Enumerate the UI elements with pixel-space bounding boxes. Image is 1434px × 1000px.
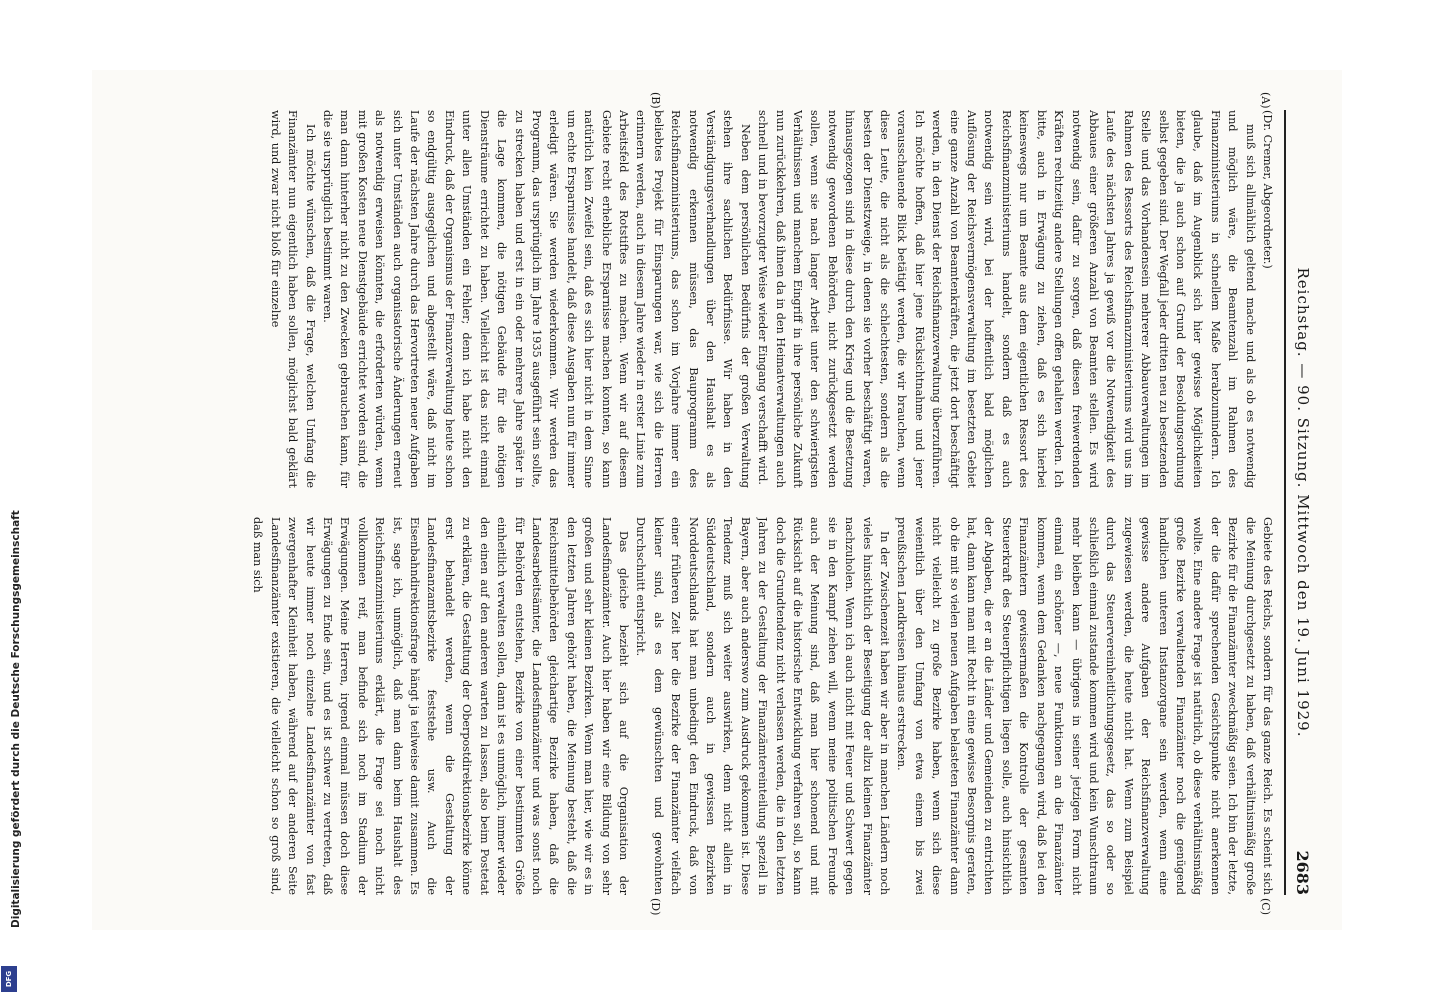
margin-letter-d: (D)	[649, 898, 662, 916]
page-number: 2683	[1293, 850, 1312, 895]
header-rule	[1284, 110, 1286, 895]
funding-credit-text: Digitalisierung gefördert durch die Deutsche Forschungsgemeinschaft	[10, 510, 22, 928]
paragraph: Ich möchte wünschen, daß die Frage, welchen Umfang die Finanzämter nun eigentlich haben sollen, möglichst bald geklärt wird, und zwar nicht bloß für einzelne	[268, 110, 317, 488]
speaker-line: (Dr. Cremer, Abgeordneter.)	[1261, 110, 1274, 269]
left-column	[126, 110, 1276, 488]
right-column	[126, 517, 1276, 895]
scanned-page	[92, 70, 1342, 930]
funding-credit	[2, 150, 22, 1000]
page-header-title: Reichstag. — 90. Sitzung. Mittwoch den 19. Juni 1929.	[1294, 267, 1312, 738]
paragraph: Gebiete des Reichs, sondern für das ganze Reich. Es scheint sich die Meinung durchgesetzt zu haben, daß verhältnismäßig große Bezirke für die Finanzämter zweckmäßig seien. Ich bin der letzte, der die dafür sprechenden Gesichtspunkte nicht anerkennen wollte. Eine andere Frage ist natürlich, ob diese verhältnismäßig große Bezirke verwaltenden Finanzämter noch die genügend handlichen unteren Instanzorgane sein werden, wenn eine gewisse andere Aufgaben der Reichsfinanzverwaltung zugewiesen werden, die heute nicht hat. Wenn zum Beispiel durch das Steuervereinheitlichungsgesetz, das so oder so schließlich einmal zustande kommen wird und kein Wunschtraum mehr bleiben kann — übrigens in seiner jetzigen Form nicht einmal ein schöner —, neue Funktionen an die Finanzämter kommen, wenn dem Gedanken nachgegangen wird, daß bei den Finanzämtern gewissermaßen die Kontrolle der gesamten Steuerkraft des Steuerpflichtigen liegen solle, auch hinsichtlich der Abgaben, die er an die Länder und Gemeinden zu entrichten hat, dann kann man mit Recht in eine gewisse Besorgnis geraten, ob die mit so vielen neuen Aufgaben belasteten Finanzämter dann nicht vielleicht zu große Bezirke haben, wenn sich diese weientlich über den Umfang von etwa einem bis zwei preußischen Landkreisen hinaus erstrecken.	[895, 517, 1274, 895]
margin-letter-c: (C)	[1259, 898, 1272, 915]
paragraph: Das gleiche bezieht sich auf die Organisation der Landesfinanzämter. Auch hier haben wir eine Bildung von sehr großen und sehr kleinen Bezirken. Wenn man hier, wie wir es in den letzten Jahren gehört haben, die Meinung besteht, daß die Reichsmittelbehörden gleichartige Bezirke haben, daß die Landesarbeitsämter, die Landesfinanzämter und was sonst noch für Behörden entstehen, Bezirke von einer bestimmten Größe einheitlich verwalten sollen, dann ist es unmöglich, immer wieder den einen auf den anderen warten zu lassen, also beim Postetat zu erklären, die Gestaltung der Oberpostdirektionsbezirke könne erst behandelt werden, wenn die Gestaltung der Landesfinanzamtsbezirke feststehe usw. Auch die Eisenbahndirektionsfrage hängt ja teilweise damit zusammen. Es ist, sage ich, unmöglich, daß man dann beim Haushalt des Reichsfinanzministeriums erklärt, die Frage sei noch nicht vollkommen reif, man befinde sich noch im Stadium der Erwägungen. Meine Herren, irgend einmal müssen doch diese Erwägungen zu Ende sein, und es ist schwer zu vertreten, daß wir heute immer noch einzelne Landesfinanzämter von fast zwergenhafter Kleinheit haben, während auf der anderen Seite Landesfinanzämter existieren, die vielleicht schon so groß sind, daß man sich	[251, 517, 630, 895]
paragraph: muß sich allmählich geltend mache und als ob es notwendig und möglich wäre, die Beamtenzahl im Rahmen des Finanzministeriums in schnellem Maße herabzumindern. Ich glaube, daß im Augenblick sich hier gewisse Möglichkeiten bieten, die ja auch schon auf Grund der Besoldungsordnung selbst gegeben sind. Der Wegfall jeder dritten neu zu besetzenden Stelle und das Vorhandensein mehrerer Abbauverwaltungen im Rahmen des Ressorts des Reichsfinanzministeriums wird uns im Laufe des nächsten Jahres ja gewiß vor die Notwendigkeit des Abbaues einer größeren Anzahl von Beamten stellen. Es wird notwendig sein, dafür zu sorgen, daß diesen freiwerdenden Kräften rechtzeitig andere Stellungen offen gehalten werden. Ich bitte, auch in Erwägung zu ziehen, daß es sich hierbei keineswegs nur um Beamte aus dem eigentlichen Ressort des Reichsfinanzministeriums handelt, sondern daß es auch notwendig sein wird, bei der hoffentlich bald möglichen Auflösung der Reichsvermögensverwaltung im besetzten Gebiet eine ganze Anzahl von Beamtenkräften, die jetzt dort beschäftigt werden, in den Dienst der Reichsfinanzverwaltung überzuführen. Ich möchte hoffen, daß hier jene Rücksichtnahme und jener vorausschauende Blick betätigt werden, die wir brauchen, wenn diese Leute, die nicht als die schlechtesten, sondern als die besten der Dienstzweige, in denen sie vorher beschäftigt waren, hinausgezogen sind in diese durch den Krieg und die Besetzung notwendig gewordenen Behörden, nicht zurückgesetzt werden sollen, wenn sie nach langer Arbeit unter den schwierigsten Verhältnissen und manchem Eingriff in ihre persönliche Zukunft nun zurückkehren, daß ihnen da in den Heimatverwaltungen auch schnell und in bevorzugter Weise wieder Eingang verschafft wird.	[756, 110, 1257, 488]
page-header	[1286, 110, 1312, 895]
dfg-logo	[1, 966, 17, 992]
dfg-logo-text: DFG	[5, 970, 13, 988]
margin-letter-b: (B)	[649, 92, 662, 109]
margin-letter-a: (A)	[1259, 92, 1272, 109]
paragraph: In der Zwischenzeit haben wir aber in manchen Ländern noch vieles hinsichtlich der Beseitigung der allzu kleinen Finanzämter nachzuholen. Wenn ich auch nicht mit Feuer und Schwert gegen sie in den Kampf ziehen will, wenn meine politischen Freunde auch der Meinung sind, daß man hier schonend und mit Rücksicht auf die historische Entwicklung verfahren soll, so kann doch die Grundtendenz nicht verlassen werden, die in den letzten Jahren zu der Gestaltung der Finanzämtereinteilung speziell in Bayern, aber auch anderswo zum Ausdruck gekommen ist. Diese Tendenz muß sich weiter auswirken, denn nicht allein in Süddeutschland, sondern auch in gewissen Bezirken Norddeutschlands hat man unbedingt den Eindruck, daß von einer früheren Zeit her die Bezirke der Finanzämter vielfach kleiner sind, als es dem gewünschten und gewohnten Durchschnitt entspricht.	[634, 517, 892, 895]
paragraph: Neben dem persönlichen Bedürfnis der großen Verwaltung stehen ihre sachlichen Bedürfnisse. Wir haben in den Verständigungsverhandlungen über den Haushalt es als notwendig erkennen müssen, das Bauprogramm des Reichsfinanzministeriums, das schon im Vorjahre immer ein beliebtes Projekt für Einsparungen war, wie sich die Herren erinnern werden, auch in diesem Jahre wieder in erster Linie zum Arbeitsfeld des Rotstiftes zu machen. Wenn wir auf diesem Gebiete recht erhebliche Ersparnisse machen konnten, so kann natürlich kein Zweifel sein, daß es sich hier nicht in dem Sinne um echte Ersparnisse handelt, daß diese Ausgaben nun für immer erledigt wären. Sie werden wiederkommen. Wir werden das Programm, das ursprünglich im Jahre 1935 ausgeführt sein sollte, zu strecken haben und erst in ein oder mehrere Jahre später in die Lage kommen, die nötigen Gebäude für die nötigen Diensträume errichtet zu haben. Vielleicht ist das nicht einmal unter allen Umständen ein Fehler; denn ich habe nicht den Eindruck, daß der Organismus der Finanzverwaltung heute schon so endgültig ausgeglichen und abgestellt wäre, daß nicht im Laufe der nächsten Jahre durch das Hervortreten neuer Aufgaben sich unter Umständen auch organisatorische Änderungen erneut als notwendig erweisen könnten, die erforderten würden, wenn mit großen Kosten neue Dienstgebäude errichtet worden sind, die man dann hinterher nicht zu den Zwecken gebrauchen kann, für die sie ursprünglich bestimmt waren.	[321, 110, 752, 488]
